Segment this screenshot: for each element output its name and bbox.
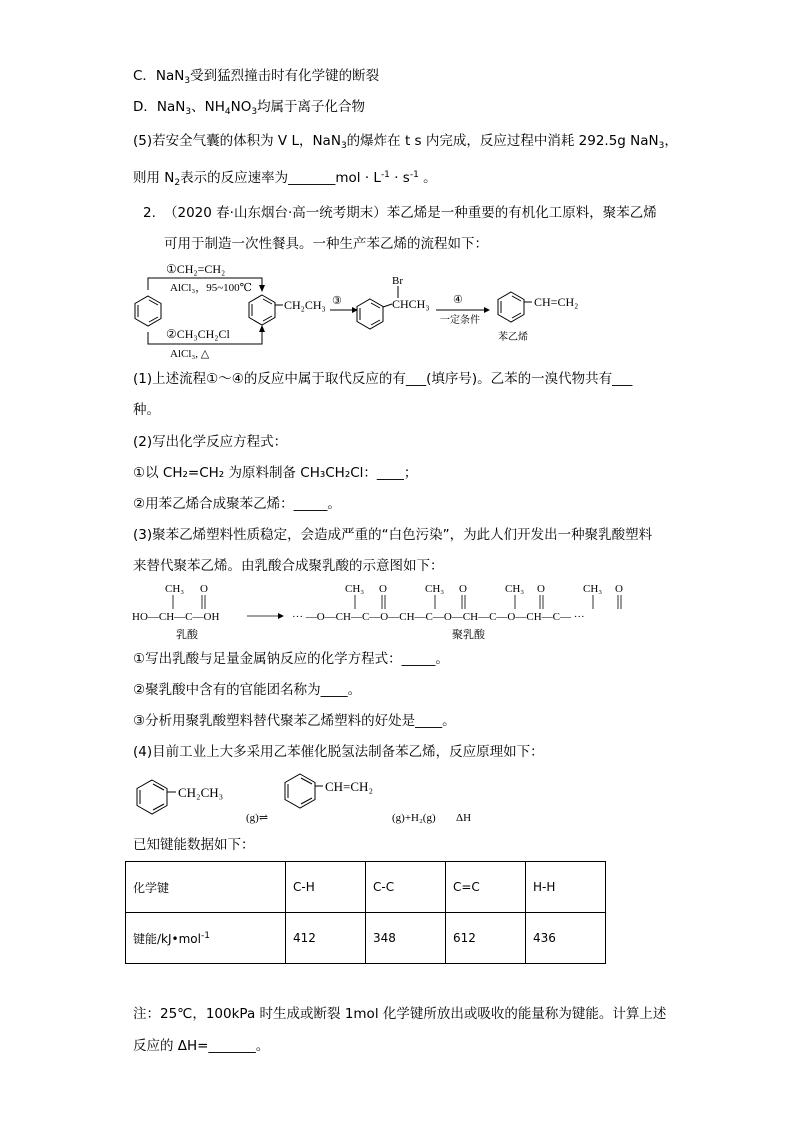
- step-1-reagent: ①CH₂=CH₂: [166, 262, 226, 276]
- part-3-line1: (3)聚苯乙烯塑料性质稳定，会造成严重的“白色污染”，为此人们开发出一种聚乳酸塑料: [133, 527, 653, 543]
- option-c: C．NaN$_3$受到猛烈撞击时有化学键的断裂: [133, 68, 380, 86]
- methyl-group: CH₃: [425, 583, 445, 595]
- lactic-acid-label: 乳酸: [176, 628, 198, 641]
- part-3-item-3: ③分析用聚乳酸塑料替代聚苯乙烯塑料的好处是____。: [133, 713, 456, 729]
- vinyl-group: CH=CH₂: [534, 295, 579, 309]
- polylactic-acid-label: 聚乳酸: [452, 628, 485, 641]
- table-cell: 348: [366, 913, 446, 964]
- part-3-line2: 来替代聚苯乙烯。由乳酸合成聚乳酸的示意图如下：: [133, 558, 444, 574]
- part-2-heading: (2)写出化学反应方程式：: [133, 434, 288, 450]
- table-cell: 436: [526, 913, 606, 964]
- benzene-ring-icon: [498, 292, 532, 322]
- part-2-item-2: ②用苯乙烯合成聚苯乙烯：_____。: [133, 496, 341, 512]
- polylactic-acid-chain: ··· —O—CH—C—O—CH—C—O—CH—C—O—CH—C— ···: [292, 611, 585, 623]
- benzene-ring-icon: [249, 295, 283, 325]
- part-3-item-1: ①写出乳酸与足量金属钠反应的化学方程式：_____。: [133, 651, 449, 667]
- table-header-cell: C=C: [446, 862, 526, 913]
- benzene-ring-icon: [135, 296, 161, 326]
- question-2-stem-1: （2020 春·山东烟台·高一统考期末）苯乙烯是一种重要的有机化工原料，聚苯乙烯: [164, 205, 657, 221]
- table-row-label: 键能/kJ•mol$^{-1}$: [126, 913, 286, 964]
- step-1-condition: AlCl₃，95~100℃: [170, 282, 252, 294]
- part-3-item-2: ②聚乳酸中含有的官能团名称为____。: [133, 682, 362, 698]
- question-5-line2: 则用 $N_2$表示的反应速率为_______mol · $L^{-1} \cdot s^{-1}$ 。: [133, 170, 437, 188]
- ethyl-group: CH₂CH₃: [178, 785, 224, 800]
- note-line2: 反应的 ΔH=_______。: [133, 1038, 270, 1054]
- enthalpy-symbol: ΔH: [456, 812, 472, 824]
- part-1-line1: (1)上述流程①～④的反应中属于取代反应的有___(填序号)。乙苯的一溴代物共有___: [133, 371, 633, 387]
- lactic-acid-scheme: [130, 580, 665, 642]
- carbonyl-oxygen: O: [537, 583, 545, 595]
- step-4-label: ④: [453, 294, 463, 306]
- step-2-condition: AlCl₃, △: [170, 348, 210, 360]
- carbonyl-oxygen: O: [615, 583, 623, 595]
- styrene-label: 苯乙烯: [498, 332, 528, 343]
- table-header-cell: C-H: [286, 862, 366, 913]
- question-5-line1: (5)若安全气囊的体积为 V L，NaN$_3$的爆炸在 t s 内完成，反应过程中消耗 292.5g NaN$_3$，: [133, 133, 678, 151]
- question-2-stem-2: 可用于制造一次性餐具。一种生产苯乙烯的流程如下：: [164, 236, 488, 252]
- bond-energy-table: [125, 861, 606, 964]
- methyl-group: CH₃: [165, 583, 185, 595]
- benzene-ring-icon: [137, 780, 176, 814]
- methyl-group: CH₃: [583, 583, 603, 595]
- dehydrogenation-reaction: [130, 770, 510, 830]
- styrene-flow-diagram: [130, 258, 600, 364]
- table-header-cell: H-H: [526, 862, 606, 913]
- option-d: D．NaN$_3$、$NH_4NO_3$均属于离子化合物: [133, 99, 366, 117]
- methyl-group: CH₃: [505, 583, 525, 595]
- benzene-ring-icon: [285, 774, 323, 808]
- bond-energy-intro: 已知键能数据如下：: [133, 837, 255, 853]
- part-1-line2: 种。: [133, 402, 160, 418]
- lactic-acid-formula: HO—CH—C—OH: [132, 611, 220, 623]
- note-line1: 注：25℃，100kPa 时生成或断裂 1mol 化学键所放出或吸收的能量称为键能。计算上述: [133, 1006, 667, 1022]
- table-header-cell: C-C: [366, 862, 446, 913]
- products-gas: (g)+H₂(g): [392, 812, 436, 824]
- vinyl-group: CH=CH₂: [325, 779, 373, 794]
- table-header-cell: 化学键: [126, 862, 286, 913]
- bromoethyl-group: CHCH₃: [392, 297, 430, 311]
- carbonyl-oxygen: O: [379, 583, 387, 595]
- table-cell: 612: [446, 913, 526, 964]
- step-3-label: ③: [332, 295, 342, 307]
- table-row: [126, 913, 606, 964]
- part-2-item-1: ①以 CH₂=CH₂ 为原料制备 CH₃CH₂Cl：____；: [133, 465, 418, 481]
- part-4-heading: (4)目前工业上大多采用乙苯催化脱氢法制备苯乙烯，反应原理如下：: [133, 744, 544, 760]
- gas-equilibrium: (g)⇌: [246, 812, 269, 824]
- table-row: [126, 862, 606, 913]
- ethyl-group: CH₂CH₃: [284, 298, 326, 312]
- table-cell: 412: [286, 913, 366, 964]
- methyl-group: CH₃: [345, 583, 365, 595]
- carbonyl-oxygen: O: [459, 583, 467, 595]
- bromine-atom: Br: [392, 275, 403, 287]
- carbonyl-oxygen: O: [200, 583, 208, 595]
- step-4-condition: 一定条件: [440, 315, 480, 326]
- question-2-number: 2.: [143, 205, 156, 221]
- step-2-reagent: ②CH₃CH₂Cl: [166, 327, 230, 341]
